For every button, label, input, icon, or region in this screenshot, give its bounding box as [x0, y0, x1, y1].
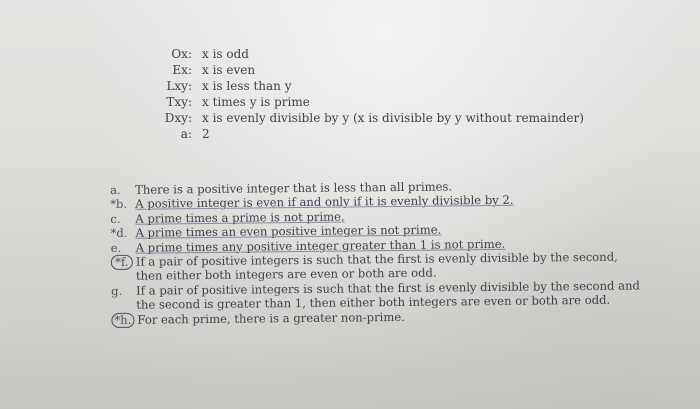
definition-row — [150, 78, 584, 94]
statement-text: A prime times an even positive integer is not prime. — [135, 222, 442, 240]
exercise-statements — [110, 177, 641, 327]
statement-letter: c. — [110, 211, 121, 226]
definition-symbol: Lxy: — [166, 79, 192, 93]
definition-text: x is less than y — [202, 79, 292, 93]
page-shadow — [0, 339, 700, 409]
statement-text: A prime times a prime is not prime. — [135, 209, 345, 226]
statement-letter: a. — [110, 182, 121, 197]
definition-row — [150, 94, 584, 110]
statement-letter: *b. — [110, 197, 128, 212]
statement-letter: *h. — [111, 312, 134, 327]
definition-symbol: a: — [180, 127, 192, 141]
statement-text: If a pair of positive integers is such that the first is evenly divisible by the second, then either both integers are even or both are odd. — [135, 249, 618, 284]
definition-text: x is even — [202, 63, 256, 77]
definition-symbol: Ex: — [172, 63, 192, 77]
definition-text: x is evenly divisible by y (x is divisible by y without remainder) — [202, 111, 584, 125]
definition-text: x times y is prime — [202, 95, 310, 109]
statement-text: For each prime, there is a greater non-prime. — [137, 309, 405, 327]
statement-text: A prime times any positive integer greater than 1 is not prime. — [135, 236, 506, 255]
definition-text: x is odd — [202, 47, 249, 61]
definition-row — [150, 110, 584, 126]
definition-symbol: Ox: — [171, 47, 192, 61]
statement-text: A positive integer is even if and only if it is evenly divisible by 2. — [135, 193, 514, 212]
definition-row — [150, 126, 584, 142]
definition-symbol: Txy: — [166, 95, 192, 109]
statement-letter: e. — [110, 240, 122, 255]
statement-letter: g. — [111, 283, 123, 298]
definition-row — [150, 46, 584, 62]
statement-letter: *f. — [111, 255, 133, 270]
statement-text: There is a positive integer that is less than all primes. — [134, 179, 453, 197]
statement-text: If a pair of positive integers is such that the first is evenly divisible by the second and the second is greater than 1, then either both integers are even or both are odd. — [136, 278, 641, 312]
definition-text: 2 — [202, 127, 210, 141]
definition-symbol: Dxy: — [164, 111, 192, 125]
definitions-list — [150, 46, 584, 142]
definition-row — [150, 62, 584, 78]
statement-letter: *d. — [110, 226, 128, 241]
